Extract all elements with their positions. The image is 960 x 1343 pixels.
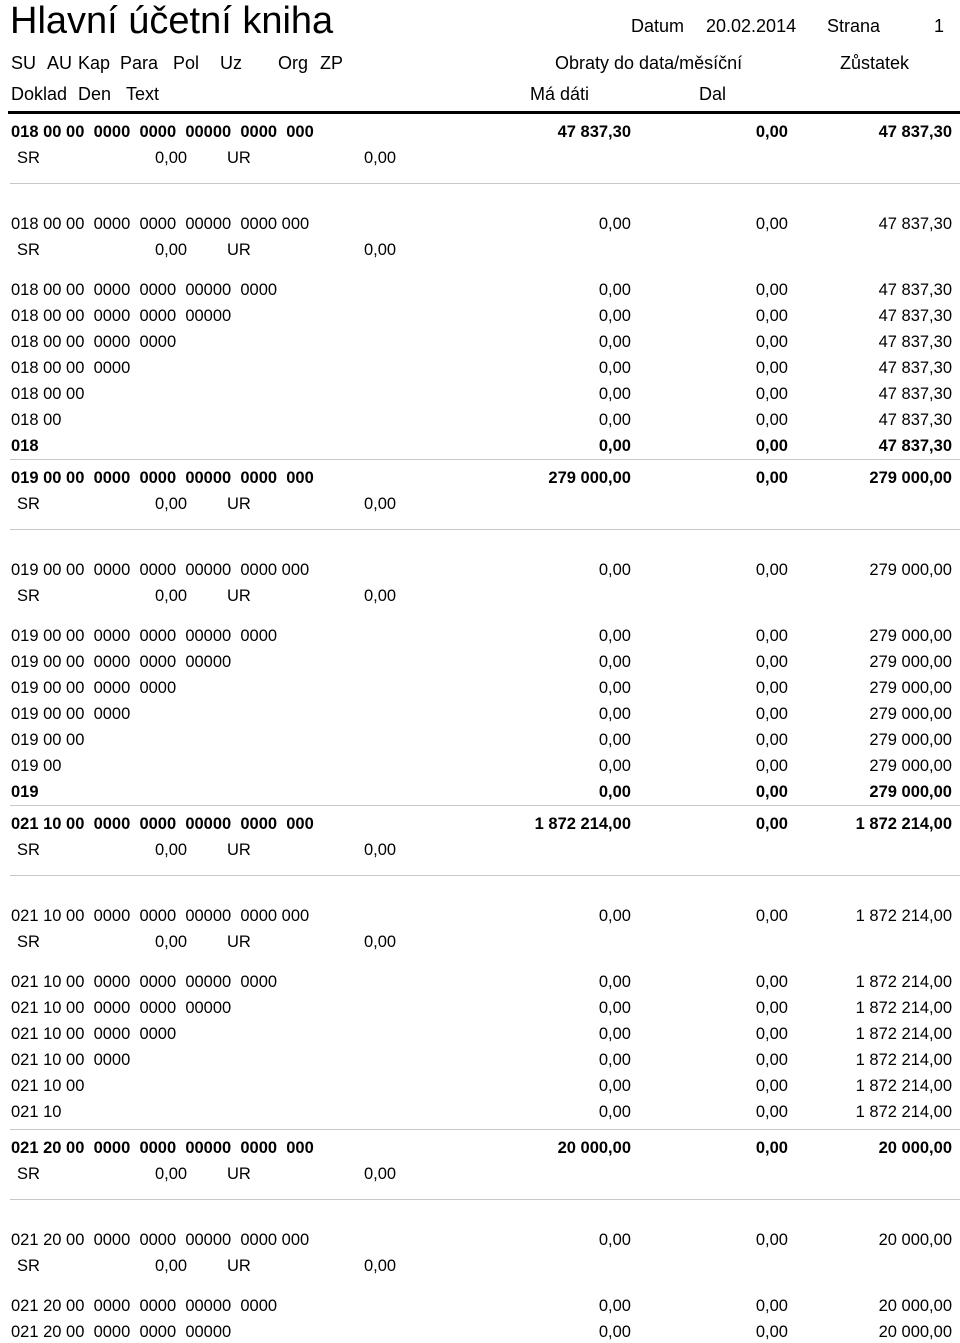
credit-amount: 0,00 xyxy=(755,333,788,351)
balance-amount: 47 837,30 xyxy=(878,359,952,377)
ur-value: 0,00 xyxy=(364,495,397,513)
ledger-row xyxy=(0,1023,960,1045)
ledger-row xyxy=(0,703,960,725)
debit-amount: 0,00 xyxy=(598,999,631,1017)
ledger-row xyxy=(0,467,960,489)
debit-amount: 0,00 xyxy=(598,731,631,749)
ur-value: 0,00 xyxy=(364,933,397,951)
report-title: Hlavní účetní kniha xyxy=(10,0,334,42)
account-code: 021 10 00 0000 0000 00000 0000 xyxy=(11,973,278,991)
balance-amount: 47 837,30 xyxy=(878,307,952,325)
balance-amount: 20 000,00 xyxy=(878,1323,952,1341)
balance-amount: 47 837,30 xyxy=(878,385,952,403)
account-code: 019 00 00 0000 0000 00000 0000 000 xyxy=(11,469,314,487)
ledger-row xyxy=(0,729,960,751)
ledger-row xyxy=(0,559,960,581)
ur-value: 0,00 xyxy=(364,587,397,605)
account-code: 018 00 00 0000 0000 00000 0000 000 xyxy=(11,123,314,141)
debit-amount: 0,00 xyxy=(598,359,631,377)
section-rule xyxy=(10,1129,960,1130)
ledger-row xyxy=(0,1075,960,1097)
balance-amount: 279 000,00 xyxy=(869,731,952,749)
ledger-row xyxy=(0,409,960,431)
credit-amount: 0,00 xyxy=(755,1103,788,1121)
balance-amount: 47 837,30 xyxy=(878,333,952,351)
sr-label: SR xyxy=(17,841,40,859)
balance-amount: 279 000,00 xyxy=(869,757,952,775)
ledger-row xyxy=(0,1137,960,1159)
sr-ur-row xyxy=(0,839,960,861)
ledger-row xyxy=(0,651,960,673)
section-rule xyxy=(10,805,960,806)
debit-amount: 0,00 xyxy=(598,705,631,723)
debit-amount: 0,00 xyxy=(598,757,631,775)
sr-label: SR xyxy=(17,1165,40,1183)
balance-amount: 1 872 214,00 xyxy=(855,999,952,1017)
ledger-row xyxy=(0,1295,960,1317)
debit-amount: 0,00 xyxy=(598,1051,631,1069)
section-rule xyxy=(10,459,960,460)
credit-amount: 0,00 xyxy=(755,1139,788,1157)
credit-amount: 0,00 xyxy=(755,123,788,141)
balance-amount: 279 000,00 xyxy=(869,679,952,697)
sr-ur-row xyxy=(0,147,960,169)
account-code: 019 00 00 0000 0000 00000 0000 000 xyxy=(11,561,310,579)
ur-label: UR xyxy=(227,1165,251,1183)
ledger-row xyxy=(0,213,960,235)
credit-amount: 0,00 xyxy=(755,281,788,299)
balance-amount: 1 872 214,00 xyxy=(855,973,952,991)
ledger-row xyxy=(0,905,960,927)
debit-amount: 0,00 xyxy=(598,215,631,233)
credit-amount: 0,00 xyxy=(755,1077,788,1095)
col-au: AU xyxy=(47,53,73,73)
col-zp: ZP xyxy=(320,53,344,73)
sr-label: SR xyxy=(17,587,40,605)
account-code: 018 00 00 0000 0000 00000 xyxy=(11,307,232,325)
col-kap: Kap xyxy=(78,53,111,73)
debit-amount: 0,00 xyxy=(598,653,631,671)
sr-ur-row xyxy=(0,1255,960,1277)
ur-value: 0,00 xyxy=(364,241,397,259)
sr-label: SR xyxy=(17,495,40,513)
ledger-row xyxy=(0,1101,960,1123)
ledger-row xyxy=(0,971,960,993)
col-turnover: Obraty do data/měsíční xyxy=(555,53,743,73)
credit-amount: 0,00 xyxy=(755,627,788,645)
ledger-row xyxy=(0,997,960,1019)
sr-value: 0,00 xyxy=(155,1165,188,1183)
credit-amount: 0,00 xyxy=(755,757,788,775)
credit-amount: 0,00 xyxy=(755,411,788,429)
date-value: 20.02.2014 xyxy=(706,16,797,36)
debit-amount: 279 000,00 xyxy=(548,469,631,487)
credit-amount: 0,00 xyxy=(755,731,788,749)
col-doklad: Doklad xyxy=(11,84,68,104)
account-code: 021 10 00 0000 0000 00000 0000 000 xyxy=(11,907,310,925)
account-code: 021 20 00 0000 0000 00000 xyxy=(11,1323,232,1341)
debit-amount: 0,00 xyxy=(598,783,631,801)
account-code: 021 20 00 0000 0000 00000 0000 000 xyxy=(11,1139,314,1157)
ur-label: UR xyxy=(227,841,251,859)
debit-amount: 0,00 xyxy=(598,333,631,351)
credit-amount: 0,00 xyxy=(755,359,788,377)
ur-value: 0,00 xyxy=(364,1165,397,1183)
account-code: 018 00 00 0000 0000 00000 0000 000 xyxy=(11,215,310,233)
col-su: SU xyxy=(11,53,37,73)
col-pol: Pol xyxy=(173,53,200,73)
ledger-row xyxy=(0,305,960,327)
account-code: 021 10 xyxy=(11,1103,62,1121)
ledger-row xyxy=(0,331,960,353)
balance-amount: 279 000,00 xyxy=(869,469,952,487)
ledger-row xyxy=(0,279,960,301)
account-code: 021 10 00 0000 0000 00000 xyxy=(11,999,232,1017)
balance-amount: 47 837,30 xyxy=(878,411,952,429)
debit-amount: 20 000,00 xyxy=(557,1139,631,1157)
group-separator xyxy=(10,529,960,530)
debit-amount: 0,00 xyxy=(598,561,631,579)
sr-label: SR xyxy=(17,149,40,167)
account-code: 021 20 00 0000 0000 00000 0000 xyxy=(11,1297,278,1315)
sr-ur-row xyxy=(0,493,960,515)
debit-amount: 0,00 xyxy=(598,907,631,925)
col-para: Para xyxy=(120,53,159,73)
credit-amount: 0,00 xyxy=(755,973,788,991)
ledger-row xyxy=(0,357,960,379)
credit-amount: 0,00 xyxy=(755,1297,788,1315)
sr-value: 0,00 xyxy=(155,241,188,259)
balance-amount: 47 837,30 xyxy=(878,437,952,455)
ledger-row xyxy=(0,813,960,835)
balance-amount: 279 000,00 xyxy=(869,783,952,801)
sr-value: 0,00 xyxy=(155,933,188,951)
debit-amount: 47 837,30 xyxy=(557,123,631,141)
col-den: Den xyxy=(78,84,112,104)
debit-amount: 0,00 xyxy=(598,679,631,697)
credit-amount: 0,00 xyxy=(755,469,788,487)
ledger-row xyxy=(0,781,960,803)
debit-amount: 0,00 xyxy=(598,1077,631,1095)
balance-amount: 20 000,00 xyxy=(878,1139,952,1157)
balance-amount: 1 872 214,00 xyxy=(855,1051,952,1069)
credit-amount: 0,00 xyxy=(755,705,788,723)
balance-amount: 47 837,30 xyxy=(878,281,952,299)
ur-value: 0,00 xyxy=(364,1257,397,1275)
debit-amount: 1 872 214,00 xyxy=(534,815,631,833)
sr-ur-row xyxy=(0,585,960,607)
ur-label: UR xyxy=(227,241,251,259)
ur-label: UR xyxy=(227,587,251,605)
ledger-row xyxy=(0,625,960,647)
credit-amount: 0,00 xyxy=(755,653,788,671)
account-code: 019 00 00 0000 0000 xyxy=(11,679,177,697)
col-org: Org xyxy=(278,53,309,73)
account-code: 018 xyxy=(11,437,39,455)
debit-amount: 0,00 xyxy=(598,973,631,991)
sr-ur-row xyxy=(0,239,960,261)
account-code: 019 00 00 0000 0000 00000 0000 xyxy=(11,627,278,645)
credit-amount: 0,00 xyxy=(755,1231,788,1249)
account-code: 021 10 00 0000 xyxy=(11,1051,131,1069)
account-code: 019 00 00 xyxy=(11,731,85,749)
sr-ur-row xyxy=(0,931,960,953)
sr-value: 0,00 xyxy=(155,841,188,859)
balance-amount: 20 000,00 xyxy=(878,1297,952,1315)
balance-amount: 1 872 214,00 xyxy=(855,907,952,925)
date-label: Datum xyxy=(631,16,685,36)
account-code: 019 xyxy=(11,783,39,801)
credit-amount: 0,00 xyxy=(755,815,788,833)
sr-label: SR xyxy=(17,1257,40,1275)
account-code: 018 00 00 0000 0000 xyxy=(11,333,177,351)
debit-amount: 0,00 xyxy=(598,437,631,455)
col-ma-dati: Má dáti xyxy=(530,84,590,104)
ur-value: 0,00 xyxy=(364,149,397,167)
balance-amount: 1 872 214,00 xyxy=(855,1077,952,1095)
ledger-row xyxy=(0,435,960,457)
account-code: 018 00 00 0000 0000 00000 0000 xyxy=(11,281,278,299)
account-code: 021 20 00 0000 0000 00000 0000 000 xyxy=(11,1231,310,1249)
ledger-row xyxy=(0,1229,960,1251)
balance-amount: 279 000,00 xyxy=(869,653,952,671)
debit-amount: 0,00 xyxy=(598,281,631,299)
debit-amount: 0,00 xyxy=(598,1103,631,1121)
sr-label: SR xyxy=(17,241,40,259)
credit-amount: 0,00 xyxy=(755,679,788,697)
sr-value: 0,00 xyxy=(155,495,188,513)
credit-amount: 0,00 xyxy=(755,783,788,801)
col-text: Text xyxy=(126,84,160,104)
ledger-row xyxy=(0,383,960,405)
ledger-row xyxy=(0,755,960,777)
debit-amount: 0,00 xyxy=(598,307,631,325)
ur-label: UR xyxy=(227,495,251,513)
balance-amount: 279 000,00 xyxy=(869,627,952,645)
debit-amount: 0,00 xyxy=(598,627,631,645)
balance-amount: 1 872 214,00 xyxy=(855,1103,952,1121)
ledger-row xyxy=(0,1049,960,1071)
balance-amount: 279 000,00 xyxy=(869,561,952,579)
ur-label: UR xyxy=(227,933,251,951)
account-code: 019 00 00 0000 xyxy=(11,705,131,723)
balance-amount: 1 872 214,00 xyxy=(855,815,952,833)
account-code: 021 10 00 xyxy=(11,1077,85,1095)
ledger-row xyxy=(0,121,960,143)
debit-amount: 0,00 xyxy=(598,411,631,429)
page-number: 1 xyxy=(933,16,944,36)
ur-label: UR xyxy=(227,149,251,167)
account-code: 018 00 00 xyxy=(11,385,85,403)
ledger-row xyxy=(0,1321,960,1343)
debit-amount: 0,00 xyxy=(598,1231,631,1249)
sr-value: 0,00 xyxy=(155,149,188,167)
credit-amount: 0,00 xyxy=(755,215,788,233)
credit-amount: 0,00 xyxy=(755,561,788,579)
debit-amount: 0,00 xyxy=(598,1297,631,1315)
account-code: 018 00 00 0000 xyxy=(11,359,131,377)
balance-amount: 279 000,00 xyxy=(869,705,952,723)
balance-amount: 20 000,00 xyxy=(878,1231,952,1249)
credit-amount: 0,00 xyxy=(755,385,788,403)
ur-label: UR xyxy=(227,1257,251,1275)
col-dal: Dal xyxy=(699,84,727,104)
group-separator xyxy=(10,183,960,184)
account-code: 021 10 00 0000 0000 00000 0000 000 xyxy=(11,815,314,833)
account-code: 019 00 00 0000 0000 00000 xyxy=(11,653,232,671)
debit-amount: 0,00 xyxy=(598,1025,631,1043)
page-label: Strana xyxy=(827,16,881,36)
account-code: 019 00 xyxy=(11,757,62,775)
group-separator xyxy=(10,1199,960,1200)
credit-amount: 0,00 xyxy=(755,999,788,1017)
sr-value: 0,00 xyxy=(155,587,188,605)
credit-amount: 0,00 xyxy=(755,307,788,325)
credit-amount: 0,00 xyxy=(755,1051,788,1069)
balance-amount: 47 837,30 xyxy=(878,123,952,141)
credit-amount: 0,00 xyxy=(755,1025,788,1043)
debit-amount: 0,00 xyxy=(598,1323,631,1341)
balance-amount: 1 872 214,00 xyxy=(855,1025,952,1043)
account-code: 021 10 00 0000 0000 xyxy=(11,1025,177,1043)
col-balance: Zůstatek xyxy=(840,53,910,73)
credit-amount: 0,00 xyxy=(755,1323,788,1341)
ur-value: 0,00 xyxy=(364,841,397,859)
sr-value: 0,00 xyxy=(155,1257,188,1275)
balance-amount: 47 837,30 xyxy=(878,215,952,233)
ledger-row xyxy=(0,677,960,699)
credit-amount: 0,00 xyxy=(755,907,788,925)
credit-amount: 0,00 xyxy=(755,437,788,455)
account-code: 018 00 xyxy=(11,411,62,429)
debit-amount: 0,00 xyxy=(598,385,631,403)
col-uz: Uz xyxy=(220,53,242,73)
group-separator xyxy=(10,875,960,876)
sr-ur-row xyxy=(0,1163,960,1185)
sr-label: SR xyxy=(17,933,40,951)
